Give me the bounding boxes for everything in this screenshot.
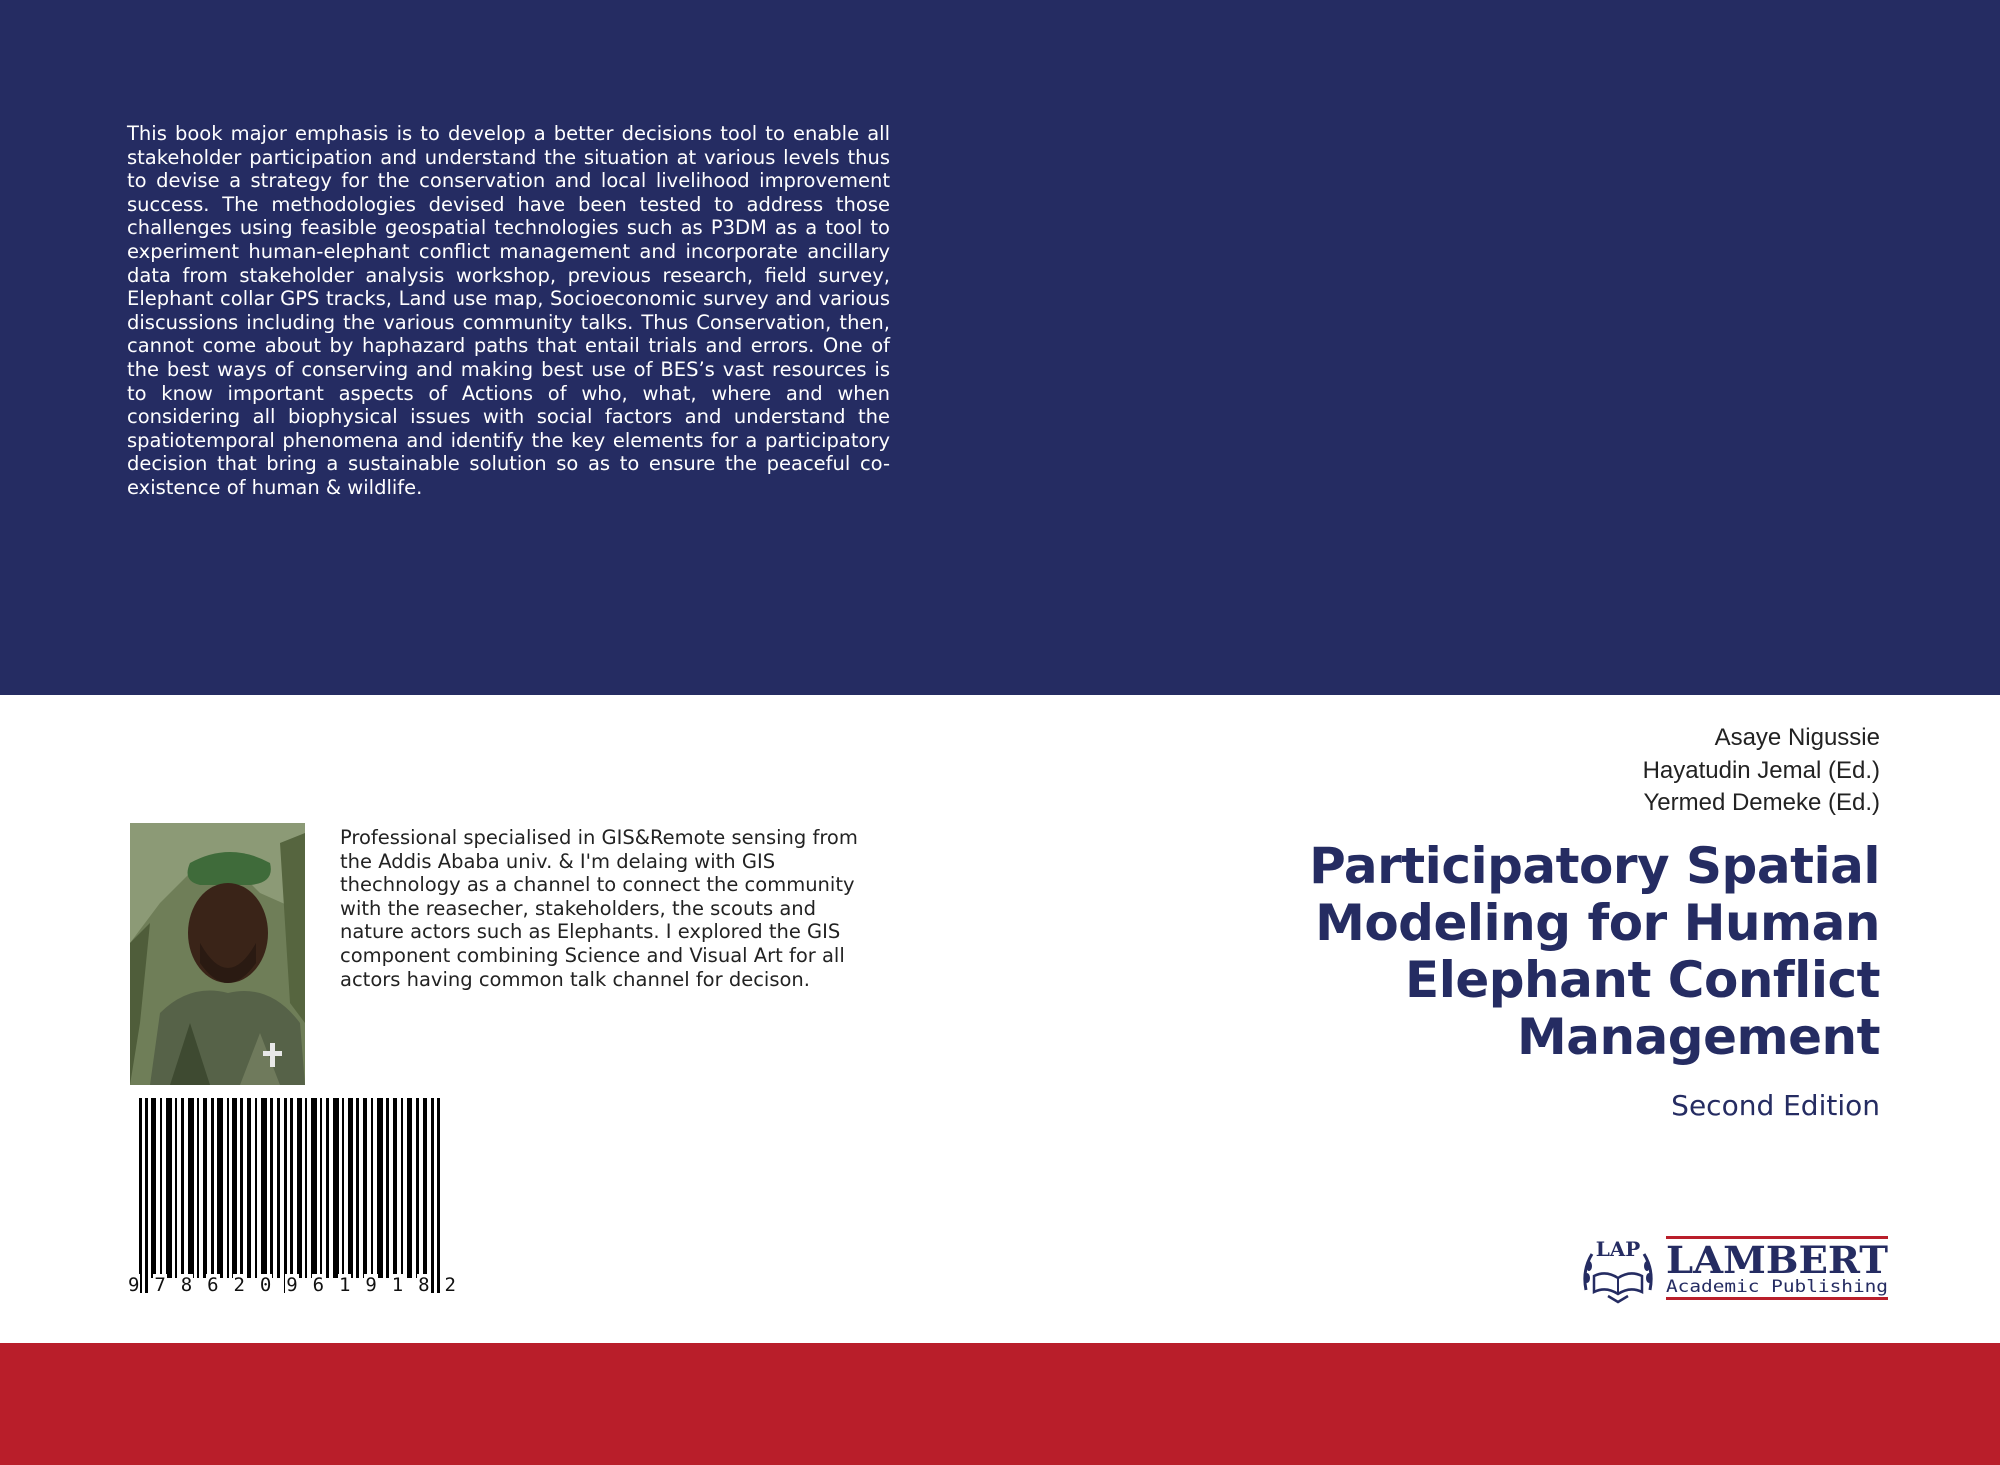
cover-bottom-band <box>0 1343 2000 1465</box>
edition-label: Second Edition <box>1671 1089 1880 1122</box>
publisher-logo <box>1578 1230 1890 1304</box>
isbn-digit: 9 <box>128 1274 140 1296</box>
isbn-digit: 1 <box>339 1274 351 1296</box>
isbn-digit: 2 <box>233 1274 245 1296</box>
isbn-digit: 2 <box>444 1274 456 1296</box>
editor-name: Yermed Demeke (Ed.) <box>1643 789 1880 816</box>
isbn-digit: 6 <box>207 1274 219 1296</box>
title-line: Modeling for Human <box>1315 894 1880 952</box>
editor-name: Hayatudin Jemal (Ed.) <box>1642 756 1880 784</box>
publisher-subtitle: Academic Publishing <box>1666 1277 1888 1297</box>
isbn-digit: 0 <box>259 1274 272 1296</box>
isbn-digit: 6 <box>312 1274 325 1296</box>
isbn-barcode <box>127 1098 457 1300</box>
author-name: Asaye Nigussie <box>1714 724 1880 751</box>
book-blurb: This book major emphasis is to develop a better decisions tool to enable all stakeholder participation and understand the situation at various levels thus to devise a strategy for the conservation and local livelihood improvement success. The methodologies devised have been tested to address those challenges using feasible geospatial technologies such as P3DM as a tool to experiment human-elephant conflict management and incorporate ancillary data from stakeholder analysis workshop, previous research, field survey, Elephant collar GPS tracks, Land use map, Socioeconomic survey and various discussions including the various community talks. Thus Conservation, then, cannot come about by haphazard paths that entail trials and errors. One of the best ways of conserving and making best use of BES’s vast resources is to know important aspects of Actions of who, what, where and when considering all biophysical issues with social factors and understand the spatiotemporal phenomena and identify the key elements for a participatory decision that bring a sustainable solution so as to ensure the peaceful co-existence of human & wildlife. <box>127 122 890 499</box>
title-line: Participatory Spatial <box>1309 837 1880 895</box>
isbn-digit: 8 <box>418 1274 430 1296</box>
logo-mark: LAP <box>1595 1237 1641 1261</box>
isbn-digit: 9 <box>286 1274 298 1296</box>
open-book-laurel-icon <box>1584 1254 1652 1302</box>
title-line: Elephant Conflict <box>1405 951 1880 1009</box>
publisher-name: LAMBERT <box>1666 1238 1889 1282</box>
isbn-digit: 1 <box>391 1274 404 1296</box>
title-line: Management <box>1516 1008 1880 1066</box>
isbn-digit: 8 <box>180 1274 193 1296</box>
author-photo <box>130 823 305 1085</box>
isbn-digit: 9 <box>365 1274 377 1296</box>
author-bio: Professional specialised in GIS&Remote sensing from the Addis Ababa univ. & I'm delaing with GIS thechnology as a channel to connect the community with the reasecher, stakeholders, the scouts and nature actors such as Elephants. I explored the GIS component combining Science and Visual Art for all actors having common talk channel for decison. <box>340 826 858 991</box>
isbn-digit: 7 <box>154 1274 166 1296</box>
author-list <box>1280 722 1880 820</box>
isbn-digits <box>127 1274 457 1296</box>
book-title <box>1160 838 1880 1066</box>
